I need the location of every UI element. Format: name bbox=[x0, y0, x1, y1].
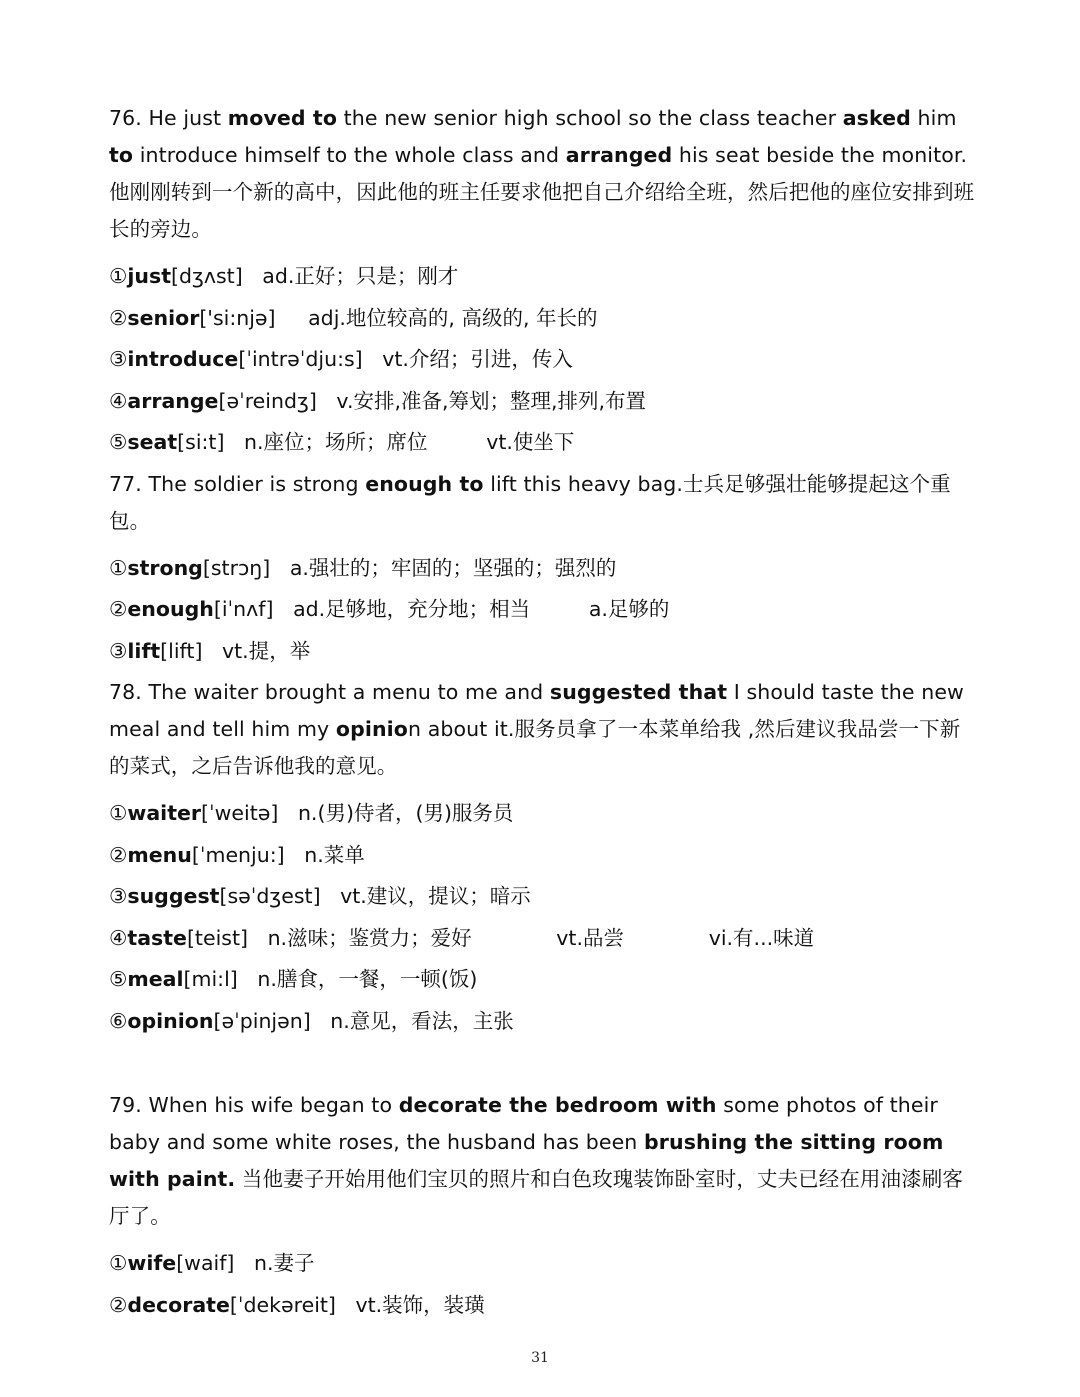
vocab-item bbox=[109, 256, 979, 298]
vocab-word: strong bbox=[127, 555, 203, 580]
definition: vt.建议，提议；暗示 bbox=[340, 884, 531, 908]
item-number: ⑤ bbox=[109, 430, 128, 454]
definition: n.妻子 bbox=[254, 1251, 315, 1275]
phonetic: [ˈdekəreit] bbox=[229, 1292, 336, 1317]
sentence-text: 76. He just bbox=[109, 106, 228, 130]
vocab-item bbox=[109, 589, 979, 631]
item-number: ② bbox=[109, 842, 128, 867]
blank-gap bbox=[109, 1042, 979, 1087]
definition: n.(男)侍者，(男)服务员 bbox=[297, 801, 514, 825]
item-number: ③ bbox=[109, 884, 128, 908]
definition: v.安排,准备,筹划；整理,排列,布置 bbox=[336, 388, 647, 413]
sentence-text: him bbox=[910, 106, 957, 130]
entry-78 bbox=[109, 674, 979, 1042]
vocab-word: decorate bbox=[127, 1292, 230, 1317]
entry-79 bbox=[109, 1087, 979, 1326]
vocab-item bbox=[109, 918, 979, 960]
item-number: ① bbox=[109, 264, 128, 288]
item-number: ① bbox=[109, 801, 128, 825]
phonetic: [lift] bbox=[160, 638, 203, 663]
page-number: 31 bbox=[531, 1350, 549, 1366]
entry-77 bbox=[109, 466, 979, 673]
phonetic: [ˈintrəˈdju:s] bbox=[238, 347, 363, 371]
vocab-item bbox=[109, 835, 979, 877]
item-number: ② bbox=[109, 305, 128, 330]
definition: vt.品尝 bbox=[556, 925, 624, 950]
sentence-text: 77. The soldier is strong bbox=[109, 471, 366, 496]
definition: vt.介绍；引进，传入 bbox=[382, 347, 573, 371]
definition: ad.正好；只是；刚才 bbox=[262, 264, 459, 288]
example-sentence bbox=[109, 1087, 979, 1235]
phonetic: [dʒʌst] bbox=[171, 264, 243, 288]
vocab-item bbox=[109, 381, 979, 423]
definition: a.足够的 bbox=[588, 597, 670, 621]
vocab-item bbox=[109, 1243, 979, 1285]
entry-76 bbox=[109, 100, 979, 464]
sentence-text: 78. The waiter brought a menu to me and bbox=[109, 680, 550, 704]
key-phrase: opinio bbox=[335, 717, 408, 741]
sentence-text: n about it.服务员拿了一本菜单给我 ,然后建议我品尝一下新的菜式，之后告诉他我的意见。 bbox=[109, 717, 961, 778]
item-number: ② bbox=[109, 597, 128, 621]
vocab-item bbox=[109, 876, 979, 918]
item-number: ② bbox=[109, 1292, 128, 1317]
key-phrase: to bbox=[109, 143, 134, 167]
vocab-item bbox=[109, 959, 979, 1001]
definition: ad.足够地，充分地；相当 bbox=[293, 597, 531, 621]
item-number: ③ bbox=[109, 638, 128, 663]
definition: n.滋味；鉴赏力；爱好 bbox=[267, 925, 472, 950]
sentence-text: I should taste the new meal and tell him my bbox=[109, 680, 964, 741]
sentence-text: some photos of their baby and some white roses, the husband has been bbox=[109, 1093, 938, 1154]
definition: a.强壮的；牢固的；坚强的；强烈的 bbox=[289, 555, 617, 580]
item-number: ① bbox=[109, 1251, 128, 1275]
phonetic: [teist] bbox=[186, 925, 248, 950]
vocab-item bbox=[109, 298, 979, 340]
example-sentence bbox=[109, 674, 979, 785]
vocab-word: meal bbox=[127, 967, 184, 991]
phonetic: [iˈnʌf] bbox=[213, 597, 274, 621]
vocab-word: suggest bbox=[127, 884, 220, 908]
phonetic: ['si:njə] bbox=[199, 305, 276, 330]
vocab-word: lift bbox=[127, 638, 161, 663]
phonetic: [strɔŋ] bbox=[202, 555, 271, 580]
definition: vt.提，举 bbox=[222, 638, 311, 663]
definition: adj.地位较高的, 高级的, 年长的 bbox=[308, 305, 598, 330]
example-sentence bbox=[109, 466, 979, 540]
vocab-item bbox=[109, 548, 979, 590]
vocab-word: taste bbox=[127, 925, 187, 950]
definition: n.菜单 bbox=[304, 842, 365, 867]
item-number: ① bbox=[109, 555, 128, 580]
key-phrase: asked bbox=[842, 106, 911, 130]
phonetic: [səˈdʒest] bbox=[219, 884, 321, 908]
definition: vi.有...味道 bbox=[708, 925, 815, 950]
vocab-word: just bbox=[127, 264, 172, 288]
key-phrase: brushing the sitting room with paint. bbox=[109, 1130, 944, 1191]
vocab-word: enough bbox=[127, 597, 214, 621]
definition: vt.装饰，装璜 bbox=[355, 1292, 485, 1317]
phonetic: [əˈpinjən] bbox=[213, 1008, 311, 1033]
definition: n.膳食，一餐，一顿(饭) bbox=[257, 967, 478, 991]
item-number: ⑤ bbox=[109, 967, 128, 991]
vocab-word: wife bbox=[127, 1251, 177, 1275]
key-phrase: arranged bbox=[565, 143, 673, 167]
item-number: ⑥ bbox=[109, 1008, 128, 1033]
vocab-word: introduce bbox=[127, 347, 239, 371]
phonetic: [ˈweitə] bbox=[201, 801, 279, 825]
vocab-word: senior bbox=[127, 305, 200, 330]
phonetic: [ˈmenju:] bbox=[191, 842, 285, 867]
key-phrase: moved to bbox=[227, 106, 338, 130]
phonetic: [waif] bbox=[176, 1251, 235, 1275]
vocab-word: opinion bbox=[127, 1008, 214, 1033]
example-sentence bbox=[109, 100, 979, 248]
vocab-word: arrange bbox=[127, 388, 219, 413]
definition: vt.使坐下 bbox=[486, 430, 575, 454]
vocab-word: waiter bbox=[127, 801, 202, 825]
sentence-text: his seat beside the monitor.他刚刚转到一个新的高中，因此他的班主任要求他把自己介绍给全班，然后把他的座位安排到班长的旁边。 bbox=[109, 143, 975, 241]
vocab-word: seat bbox=[127, 430, 178, 454]
vocab-item bbox=[109, 1001, 979, 1043]
sentence-text: 79. When his wife began to bbox=[109, 1093, 399, 1117]
phonetic: [si:t] bbox=[177, 430, 225, 454]
definition: n.座位；场所；席位 bbox=[244, 430, 428, 454]
vocab-item bbox=[109, 1285, 979, 1327]
key-phrase: suggested that bbox=[549, 680, 728, 704]
sentence-text: 当他妻子开始用他们宝贝的照片和白色玫瑰装饰卧室时，丈夫已经在用油漆刷客厅了。 bbox=[109, 1167, 963, 1228]
document-body bbox=[109, 100, 979, 1326]
sentence-text: the new senior high school so the class teacher bbox=[337, 106, 843, 130]
item-number: ④ bbox=[109, 388, 128, 413]
key-phrase: enough to bbox=[365, 471, 484, 496]
phonetic: [əˈreindʒ] bbox=[218, 388, 317, 413]
sentence-text: lift this heavy bag.士兵足够强壮能够提起这个重包。 bbox=[109, 471, 951, 533]
key-phrase: decorate the bedroom with bbox=[398, 1093, 717, 1117]
vocab-item bbox=[109, 793, 979, 835]
item-number: ④ bbox=[109, 925, 128, 950]
phonetic: [mi:l] bbox=[183, 967, 238, 991]
vocab-item bbox=[109, 631, 979, 673]
sentence-text: introduce himself to the whole class and bbox=[133, 143, 566, 167]
item-number: ③ bbox=[109, 347, 128, 371]
vocab-item bbox=[109, 422, 979, 464]
definition: n.意见，看法，主张 bbox=[330, 1008, 514, 1033]
vocab-item bbox=[109, 339, 979, 381]
vocab-word: menu bbox=[127, 842, 192, 867]
